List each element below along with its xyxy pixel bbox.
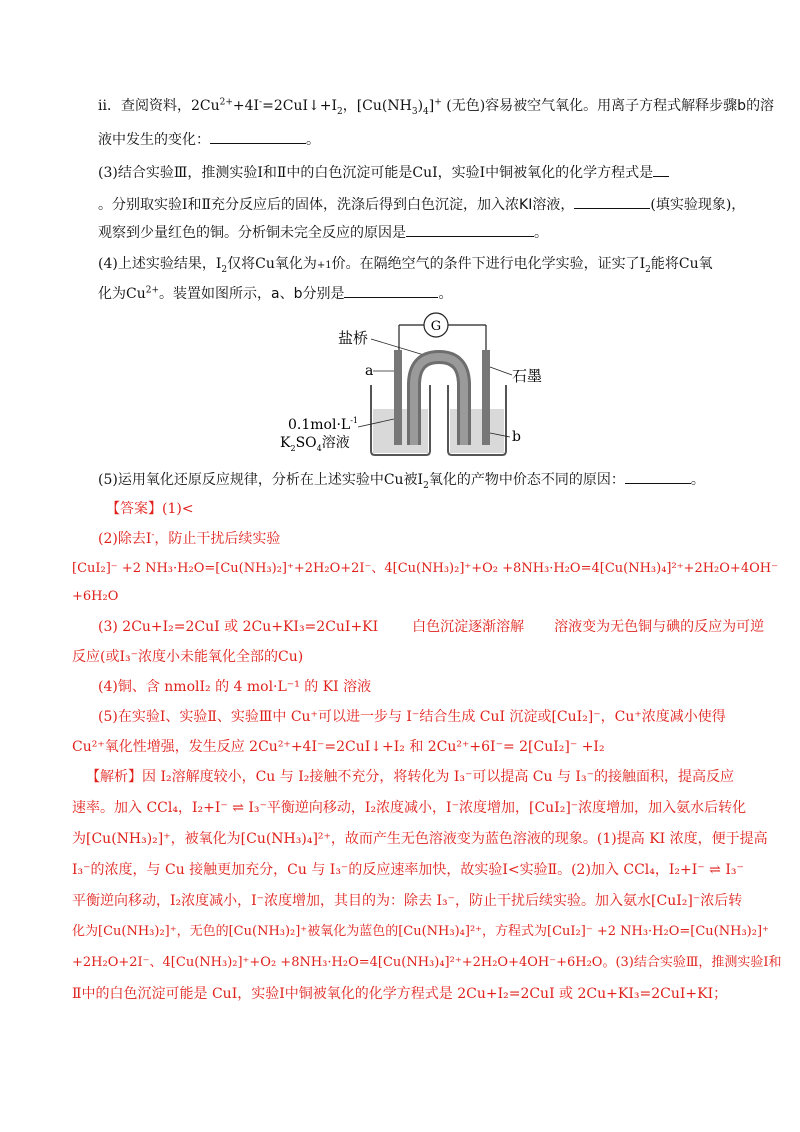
answer-blank[interactable] <box>210 131 306 144</box>
question-4-line2: 化为$Cu^{2+}$。装置如图所示，a、b分别是 。 <box>98 285 453 302</box>
analysis-line5: 平衡逆向移动，I₂浓度减小，I⁻浓度增加，其目的为：除去 I₃⁻，防止干扰后续实验。加入氨水[CuI₂]⁻浓后转 <box>72 893 743 909</box>
question-5: (5)运用氧化还原反应规律，分析在上述实验中Cu被$I_2$氧化的产物中价态不同的原因： 。 <box>98 472 705 491</box>
answer-blank[interactable] <box>625 471 691 484</box>
answer-4: (4)铜、含 nmolI₂ 的 4 mol·L⁻¹ 的 KI 溶液 <box>98 679 372 695</box>
answer-1: 【答案】(1)< <box>106 501 194 517</box>
solution-concentration: $0.1mol\cdot L^{-1}$ <box>288 416 358 433</box>
answer-blank[interactable] <box>574 196 650 209</box>
question-ii-line1: ii．查阅资料，$2Cu^{2+}+4I^-=2CuI↓+I_2$，$[Cu(NH_3)_4]^+$ (无色)容易被空气氧化。用离子方程式解释步骤b的溶 <box>98 97 775 117</box>
electrode-a <box>394 350 402 445</box>
answer-blank[interactable] <box>653 164 669 177</box>
salt-bridge-label: 盐桥 <box>338 329 369 347</box>
label-a: a <box>365 363 374 379</box>
question-3-line3: 观察到少量红色的铜。分析铜未完全反应的原因是 。 <box>98 225 548 241</box>
question-3-line1: (3)结合实验Ⅲ，推测实验Ⅰ和Ⅱ中的白色沉淀可能是CuI，实验Ⅰ中铜被氧化的化学方程式是 <box>98 164 708 181</box>
answer-3-line1: (3) 2Cu+I₂=2CuI 或 2Cu+KI₃=2CuI+KI 白色沉淀逐渐溶解 溶液变为无色铜与碘的反应为可逆 <box>98 619 765 635</box>
answer-3-line2: 反应(或I₃⁻浓度小未能氧化全部的Cu) <box>72 649 304 665</box>
answer-5-line2: Cu²⁺氧化性增强，发生反应 2Cu²⁺+4I⁻=2CuI↓+I₂ 和 2Cu²⁺+6I⁻= 2[CuI₂]⁻ +I₂ <box>72 739 605 755</box>
analysis-line7: +2H₂O+2I⁻、4[Cu(NH₃)₂]⁺+O₂ +8NH₃·H₂O=4[Cu(NH₃)₄]²⁺+2H₂O+4OH⁻+6H₂O。(3)结合实验Ⅲ，推测实验Ⅰ和 <box>72 955 782 970</box>
answer-5-line1: (5)在实验Ⅰ、实验Ⅱ、实验Ⅲ中 Cu⁺可以进一步与 I⁻结合生成 CuI 沉淀或[CuI₂]⁻，Cu⁺浓度减小使得 <box>98 709 726 725</box>
answer-blank[interactable] <box>406 224 534 237</box>
analysis-line1: 【解析】因 I₂溶解度较小，Cu 与 I₂接触不充分，将转化为 I₃⁻可以提高 Cu 与 I₃⁻的接触面积，提高反应 <box>86 769 734 785</box>
graphite-label: 石墨 <box>512 367 543 385</box>
galvanometer-label: G <box>430 319 442 334</box>
analysis-line6: 化为[Cu(NH₃)₂]⁺，无色的[Cu(NH₃)₂]⁺被氧化为蓝色的[Cu(NH₃)₄]²⁺，方程式为[CuI₂]⁻ +2 NH₃·H₂O=[Cu(NH₃)₂]⁺ <box>72 924 769 939</box>
electrochemical-cell-diagram <box>276 305 566 465</box>
answer-2-equation-line2: +6H₂O <box>72 589 119 604</box>
label-b: b <box>512 429 521 445</box>
analysis-line4: I₃⁻的浓度，与 Cu 接触更加充分，Cu 与 I₃⁻的反应速率加快，故实验Ⅰ<实验Ⅱ。(2)加入 CCl₄，I₂+I⁻ ⇌ I₃⁻ <box>72 862 744 878</box>
solution-name: $K_2SO_4$溶液 <box>280 435 350 453</box>
question-3-line2: 。分别取实验Ⅰ和Ⅱ充分反应后的固体，洗涤后得到白色沉淀，加入浓KI溶液， (填实验现象)， <box>98 197 746 213</box>
question-4-line1: (4)上述实验结果，$I_2$仅将Cu氧化为+1价。在隔绝空气的条件下进行电化学实验，证实了$I_2$能将Cu氧 <box>98 256 713 275</box>
analysis-line3: 为[Cu(NH₃)₂]⁺，被氧化为[Cu(NH₃)₄]²⁺，故而产生无色溶液变为蓝色溶液的现象。(1)提高 KI 浓度，便于提高 <box>72 831 768 847</box>
answer-2-equation-line1: [CuI₂]⁻ +2 NH₃·H₂O=[Cu(NH₃)₂]⁺+2H₂O+2I⁻、4[Cu(NH₃)₂]⁺+O₂ +8NH₃·H₂O=4[Cu(NH₃)₄]²⁺+2H₂O+4OH⁻ <box>72 561 778 576</box>
analysis-line2: 速率。加入 CCl₄，I₂+I⁻ ⇌ I₃⁻平衡逆向移动，I₂浓度减小，I⁻浓度增加，[CuI₂]⁻浓度增加，加入氨水后转化 <box>72 800 747 816</box>
analysis-line8: Ⅱ中的白色沉淀可能是 CuI，实验Ⅰ中铜被氧化的化学方程式是 2Cu+I₂=2CuI 或 2Cu+KI₃=2CuI+KI； <box>72 986 728 1002</box>
electrode-graphite <box>482 350 490 445</box>
answer-blank[interactable] <box>344 285 438 298</box>
question-ii-line2: 液中发生的变化： 。 <box>98 132 320 148</box>
answer-2: (2)除去I-，防止干扰后续实验 <box>98 530 281 547</box>
